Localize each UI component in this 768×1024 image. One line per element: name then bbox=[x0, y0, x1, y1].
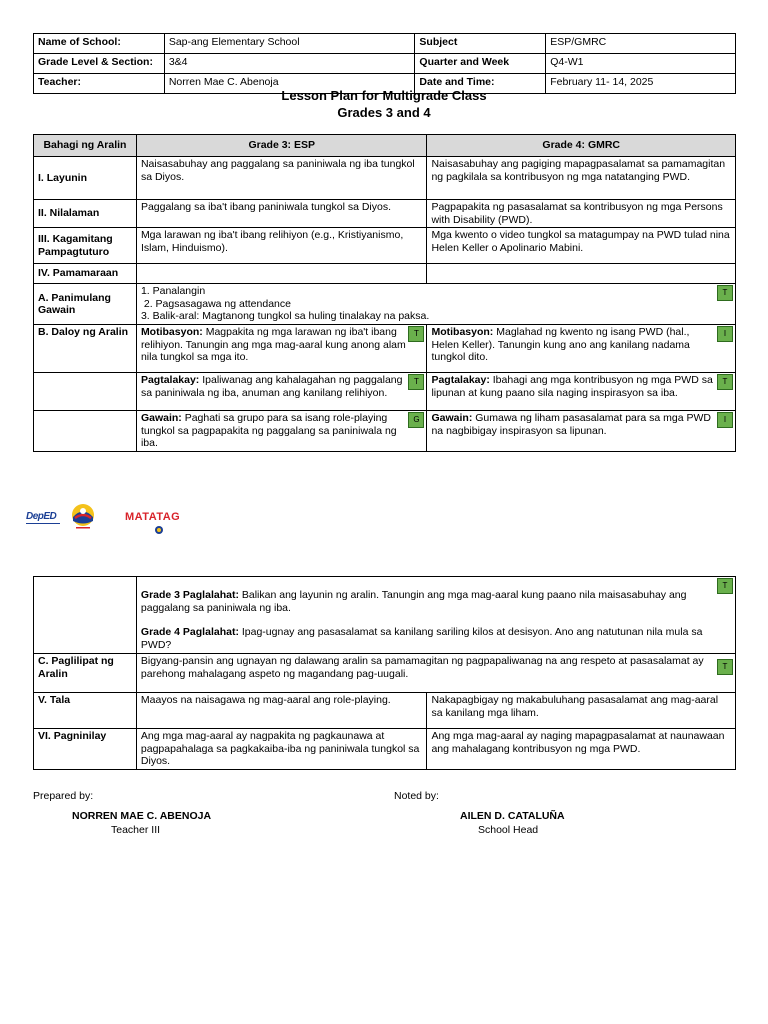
pagtalakay-text: Ibahagi ang mga kontribusyon ng mga PWD sa lipunan at kung paano sila naging inspirasyon sa iba. bbox=[431, 374, 713, 399]
lesson-plan-table bbox=[33, 134, 736, 452]
school-info-table bbox=[33, 33, 736, 94]
gawain-text: Gumawa ng liham pasasalamat para sa mga PWD na nagbibigay inspirasyon sa lipunan. bbox=[431, 412, 711, 437]
layunin-grade4: Naisasabuhay ang pagiging mapagpasalamat sa pamamagitan ng pagkilala sa kontribusyon ng mga natatanging PWD. bbox=[427, 157, 736, 200]
strategy-tag: T bbox=[408, 326, 424, 342]
gawain-label: Gawain: bbox=[431, 412, 473, 424]
subject-label: Subject bbox=[415, 34, 546, 54]
header-bahagi: Bahagi ng Aralin bbox=[34, 135, 137, 157]
paglilipat-content bbox=[136, 654, 735, 693]
teacher-label: Teacher: bbox=[34, 74, 165, 94]
matatag-logo-text: MATATAG bbox=[125, 511, 181, 523]
gawain-label: Gawain: bbox=[140, 412, 182, 424]
gawain-grade3 bbox=[136, 411, 427, 452]
daloy-grade3 bbox=[136, 325, 427, 373]
motibasyon-label: Motibasyon: bbox=[431, 326, 494, 338]
nilalaman-grade4: Pagpapakita ng pasasalamat sa kontribusyon ng mga Persons with Disability (PWD). bbox=[427, 200, 736, 228]
row-label-kagamitan: III. Kagamitang Pampagtuturo bbox=[34, 228, 137, 264]
table-row bbox=[34, 729, 736, 770]
table-row bbox=[34, 577, 736, 654]
pagtalakay-text: Ipaliwanag ang kahalagahan ng paggalang sa paniniwala ng iba, anuman ang kanilang relihiyon. bbox=[140, 374, 403, 399]
quarter-value: Q4-W1 bbox=[546, 54, 736, 74]
gawain-grade4 bbox=[427, 411, 736, 452]
empty-label-cell bbox=[34, 577, 137, 654]
row-label-paglilipat: C. Paglilipat ng Aralin bbox=[34, 654, 137, 693]
header-grade3: Grade 3: ESP bbox=[136, 135, 427, 157]
strategy-tag: T bbox=[717, 285, 733, 301]
row-label-pagninilay: VI. Pagninilay bbox=[34, 729, 137, 770]
table-row bbox=[34, 654, 736, 693]
school-label: Name of School: bbox=[34, 34, 165, 54]
noted-by-title: School Head bbox=[478, 824, 539, 836]
date-label: Date and Time: bbox=[415, 74, 546, 94]
talakay-grade3 bbox=[136, 373, 427, 411]
row-label-tala: V. Tala bbox=[34, 693, 137, 729]
noted-by-name: AILEN D. CATALUÑA bbox=[460, 810, 565, 822]
pamamaraan-grade3 bbox=[136, 264, 427, 284]
table-header-row bbox=[34, 135, 736, 157]
panimulang-line-2: 2. Pagsasagawa ng attendance bbox=[140, 297, 291, 310]
nilalaman-grade3: Paggalang sa iba't ibang paniniwala tungkol sa Diyos. bbox=[136, 200, 427, 228]
row-label-daloy: B. Daloy ng Aralin bbox=[34, 325, 137, 373]
subject-value: ESP/GMRC bbox=[546, 34, 736, 54]
lesson-plan-table-continued bbox=[33, 576, 736, 770]
grade-label: Grade Level & Section: bbox=[34, 54, 165, 74]
row-label-nilalaman: II. Nilalaman bbox=[34, 200, 137, 228]
paglalahat-content bbox=[136, 577, 735, 654]
paglalahat-grade4-label: Grade 4 Paglalahat: bbox=[140, 626, 239, 638]
row-label-panimulang: A. Panimulang Gawain bbox=[34, 284, 137, 325]
header-grade4: Grade 4: GMRC bbox=[427, 135, 736, 157]
paglalahat-grade3-label: Grade 3 Paglalahat: bbox=[140, 589, 239, 601]
page-title: Lesson Plan for Multigrade Class bbox=[281, 88, 487, 103]
strategy-tag: T bbox=[717, 659, 733, 675]
prepared-by-title: Teacher III bbox=[111, 824, 161, 836]
matatag-logo bbox=[125, 511, 180, 523]
row-label-layunin: I. Layunin bbox=[34, 157, 137, 200]
bagong-pilipinas-seal-icon bbox=[70, 502, 96, 530]
panimulang-content bbox=[136, 284, 735, 325]
quarter-label: Quarter and Week bbox=[415, 54, 546, 74]
prepared-by-name: NORREN MAE C. ABENOJA bbox=[72, 810, 212, 822]
panimulang-line-1: 1. Panalangin bbox=[140, 285, 206, 297]
empty-label-cell bbox=[34, 411, 137, 452]
school-value: Sap-ang Elementary School bbox=[164, 34, 415, 54]
grade-value: 3&4 bbox=[164, 54, 415, 74]
pagtalakay-label: Pagtalakay: bbox=[431, 374, 490, 386]
pagninilay-grade3: Ang mga mag-aaral ay nagpakita ng pagkaunawa at pagpapahalaga sa pagkakaiba-iba ng paniniwala tungkol sa Diyos. bbox=[136, 729, 427, 770]
date-value: February 11- 14, 2025 bbox=[546, 74, 736, 94]
motibasyon-text: Magpakita ng mga larawan ng iba't ibang relihiyon. Tanungin ang mga mag-aaral kung anong alam nila tungkol sa mga ito. bbox=[140, 326, 406, 363]
page-subtitle: Grades 3 and 4 bbox=[337, 105, 431, 120]
table-row bbox=[34, 157, 736, 200]
strategy-tag: T bbox=[717, 374, 733, 390]
strategy-tag: I bbox=[717, 412, 733, 428]
kagamitan-grade4: Mga kwento o video tungkol sa matagumpay na PWD tulad nina Helen Keller o Apolinario Mabini. bbox=[427, 228, 736, 264]
tala-grade4: Nakapagbigay ng makabuluhang pasasalamat ang mag-aaral sa kanilang mga liham. bbox=[427, 693, 736, 729]
strategy-tag: T bbox=[408, 374, 424, 390]
talakay-grade4 bbox=[427, 373, 736, 411]
pagtalakay-label: Pagtalakay: bbox=[140, 374, 200, 386]
table-row bbox=[34, 264, 736, 284]
table-row bbox=[34, 200, 736, 228]
gawain-text: Paghati sa grupo para sa isang role-playing tungkol sa pagpapakita ng paggalang sa paniniwala ng iba. bbox=[140, 412, 397, 449]
paglalahat-grade4-text: Ipag-ugnay ang pasasalamat sa kanilang sariling kilos at desisyon. Ano ang natutunan nila mula sa PWD? bbox=[140, 626, 703, 651]
prepared-by-label: Prepared by: bbox=[33, 790, 94, 802]
table-row bbox=[34, 411, 736, 452]
table-row bbox=[34, 693, 736, 729]
strategy-tag: T bbox=[717, 578, 733, 594]
empty-label-cell bbox=[34, 373, 137, 411]
teacher-value: Norren Mae C. Abenoja bbox=[164, 74, 415, 94]
noted-by-label: Noted by: bbox=[394, 790, 439, 802]
pagninilay-grade4: Ang mga mag-aaral ay naging mapagpasalamat at naunawaan ang mahalagang kontribusyon ng mga PWD. bbox=[427, 729, 736, 770]
table-row bbox=[34, 284, 736, 325]
panimulang-line-3: 3. Balik-aral: Magtanong tungkol sa huling tinalakay na paksa. bbox=[140, 310, 430, 322]
paglalahat-grade4 bbox=[141, 626, 715, 651]
strategy-tag: G bbox=[408, 412, 424, 428]
row-label-pamamaraan: IV. Pamamaraan bbox=[34, 264, 137, 284]
layunin-grade3: Naisasabuhay ang paggalang sa paniniwala ng iba tungkol sa Diyos. bbox=[136, 157, 427, 200]
motibasyon-text: Maglahad ng kwento ng isang PWD (hal., Helen Keller). Tanungin kung ano ang kanilang nadama tungkol dito. bbox=[431, 326, 690, 363]
paglilipat-text: Bigyang-pansin ang ugnayan ng dalawang aralin sa pamamagitan ng pagpapaliwanag na ang respeto at pasasalamat ay parehong mahalagang aspeto ng magandang pag-uugali. bbox=[140, 655, 704, 680]
daloy-grade4 bbox=[427, 325, 736, 373]
kagamitan-grade3: Mga larawan ng iba't ibang relihiyon (e.g., Kristiyanismo, Islam, Hinduismo). bbox=[136, 228, 427, 264]
footer-logos bbox=[26, 502, 226, 536]
table-row bbox=[34, 325, 736, 373]
table-row bbox=[34, 373, 736, 411]
motibasyon-label: Motibasyon: bbox=[140, 326, 203, 338]
paglalahat-grade3-text: Balikan ang layunin ng aralin. Tanungin ang mga mag-aaral kung paano nila maisasabuhay ang paggalang sa paniniwala ng iba. bbox=[140, 589, 687, 614]
table-row bbox=[34, 228, 736, 264]
deped-logo-text: DepED bbox=[26, 511, 57, 522]
tala-grade3: Maayos na naisagawa ng mag-aaral ang role-playing. bbox=[136, 693, 427, 729]
pamamaraan-grade4 bbox=[427, 264, 736, 284]
matatag-emblem-icon bbox=[153, 525, 165, 535]
paglalahat-grade3 bbox=[141, 589, 715, 614]
deped-logo bbox=[26, 511, 60, 524]
strategy-tag: I bbox=[717, 326, 733, 342]
